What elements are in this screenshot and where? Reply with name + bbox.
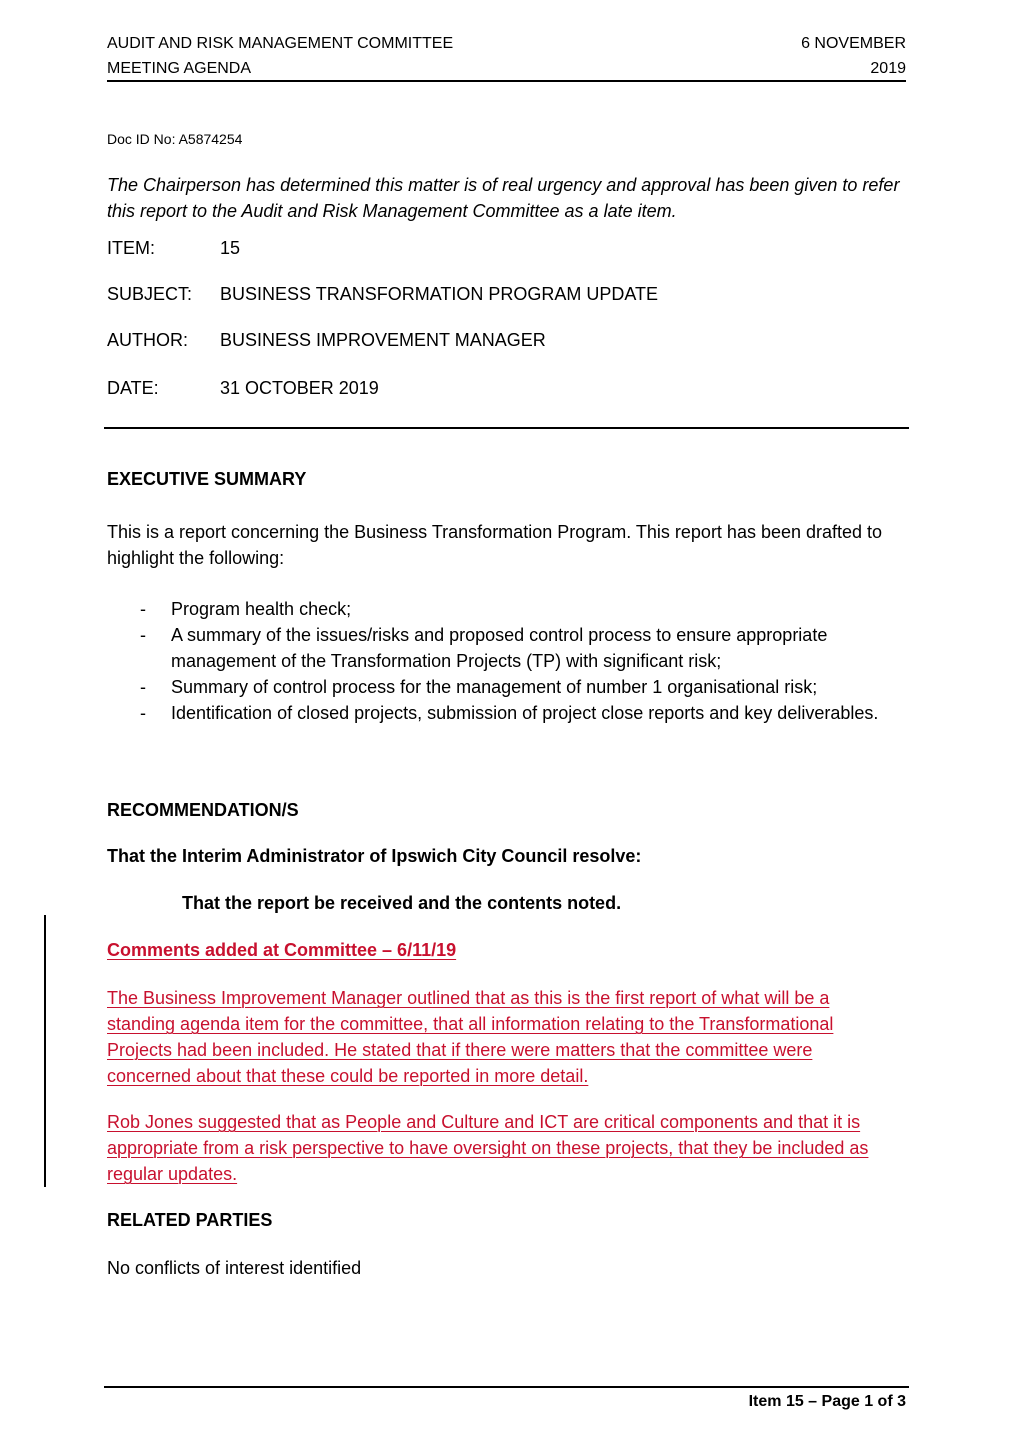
item-value: 15 (220, 238, 241, 258)
fields-rule (104, 427, 909, 429)
author-row (107, 328, 546, 352)
subject-row (107, 282, 658, 306)
related-parties-heading: RELATED PARTIES (107, 1210, 273, 1230)
header-rule (107, 80, 906, 82)
footer-rule (104, 1386, 909, 1388)
item-row (107, 236, 240, 260)
header-committee: AUDIT AND RISK MANAGEMENT COMMITTEE (107, 35, 454, 52)
list-item (140, 674, 900, 700)
bullet-dash: - (140, 703, 146, 723)
recommendation-motion: That the report be received and the contents noted. (182, 893, 622, 913)
bullet-dash: - (140, 599, 146, 619)
executive-summary-heading: EXECUTIVE SUMMARY (107, 469, 307, 489)
urgency-note: The Chairperson has determined this matter is of real urgency and approval has been given to refer this report to the Audit and Risk Management Committee as a late item. (107, 175, 900, 221)
bullet-dash: - (140, 677, 146, 697)
date-value: 31 OCTOBER 2019 (220, 378, 379, 398)
bullet-text: Summary of control process for the management of number 1 organisational risk; (171, 677, 818, 697)
header-agenda: MEETING AGENDA (107, 60, 252, 77)
bullet-dash: - (140, 625, 146, 645)
author-value: BUSINESS IMPROVEMENT MANAGER (220, 330, 546, 350)
date-row (107, 376, 379, 400)
item-label: ITEM: (107, 238, 155, 258)
header-date-line2: 2019 (870, 60, 906, 77)
subject-label: SUBJECT: (107, 284, 193, 304)
bullet-text: Identification of closed projects, submission of project close reports and key deliverables. (171, 703, 879, 723)
committee-comments-paragraph-1: The Business Improvement Manager outlined that as this is the first report of what will be a standing agenda item for the committee, that all information relating to the Transformational Projects had been included. He stated that if there were matters that the committee were concerned about that these could be reported in more detail. (107, 988, 834, 1086)
subject-value: BUSINESS TRANSFORMATION PROGRAM UPDATE (220, 284, 659, 304)
revision-margin-bar (44, 915, 46, 1187)
recommendation-heading: RECOMMENDATION/S (107, 800, 299, 820)
recommendation-resolve: That the Interim Administrator of Ipswich City Council resolve: (107, 846, 642, 866)
author-label: AUTHOR: (107, 330, 188, 350)
footer-page-label: Item 15 – Page 1 of 3 (748, 1393, 906, 1410)
list-item (140, 700, 900, 726)
executive-summary-list (140, 596, 900, 726)
list-item (140, 622, 900, 674)
list-item (140, 596, 900, 622)
committee-comments-heading: Comments added at Committee – 6/11/19 (107, 940, 457, 960)
bullet-text: Program health check; (171, 599, 352, 619)
executive-summary-intro: This is a report concerning the Business Transformation Program. This report has been drafted to highlight the following: (107, 522, 883, 568)
doc-id: Doc ID No: A5874254 (107, 131, 243, 147)
related-parties-text: No conflicts of interest identified (107, 1258, 362, 1278)
header-date-line1: 6 NOVEMBER (801, 35, 906, 52)
committee-comments-paragraph-2: Rob Jones suggested that as People and Culture and ICT are critical components and that it is appropriate from a risk perspective to have oversight on these projects, that they be included as regular updates. (107, 1112, 869, 1184)
bullet-text: A summary of the issues/risks and proposed control process to ensure appropriate management of the Transformation Projects (TP) with significant risk; (171, 625, 828, 671)
date-label: DATE: (107, 378, 159, 398)
